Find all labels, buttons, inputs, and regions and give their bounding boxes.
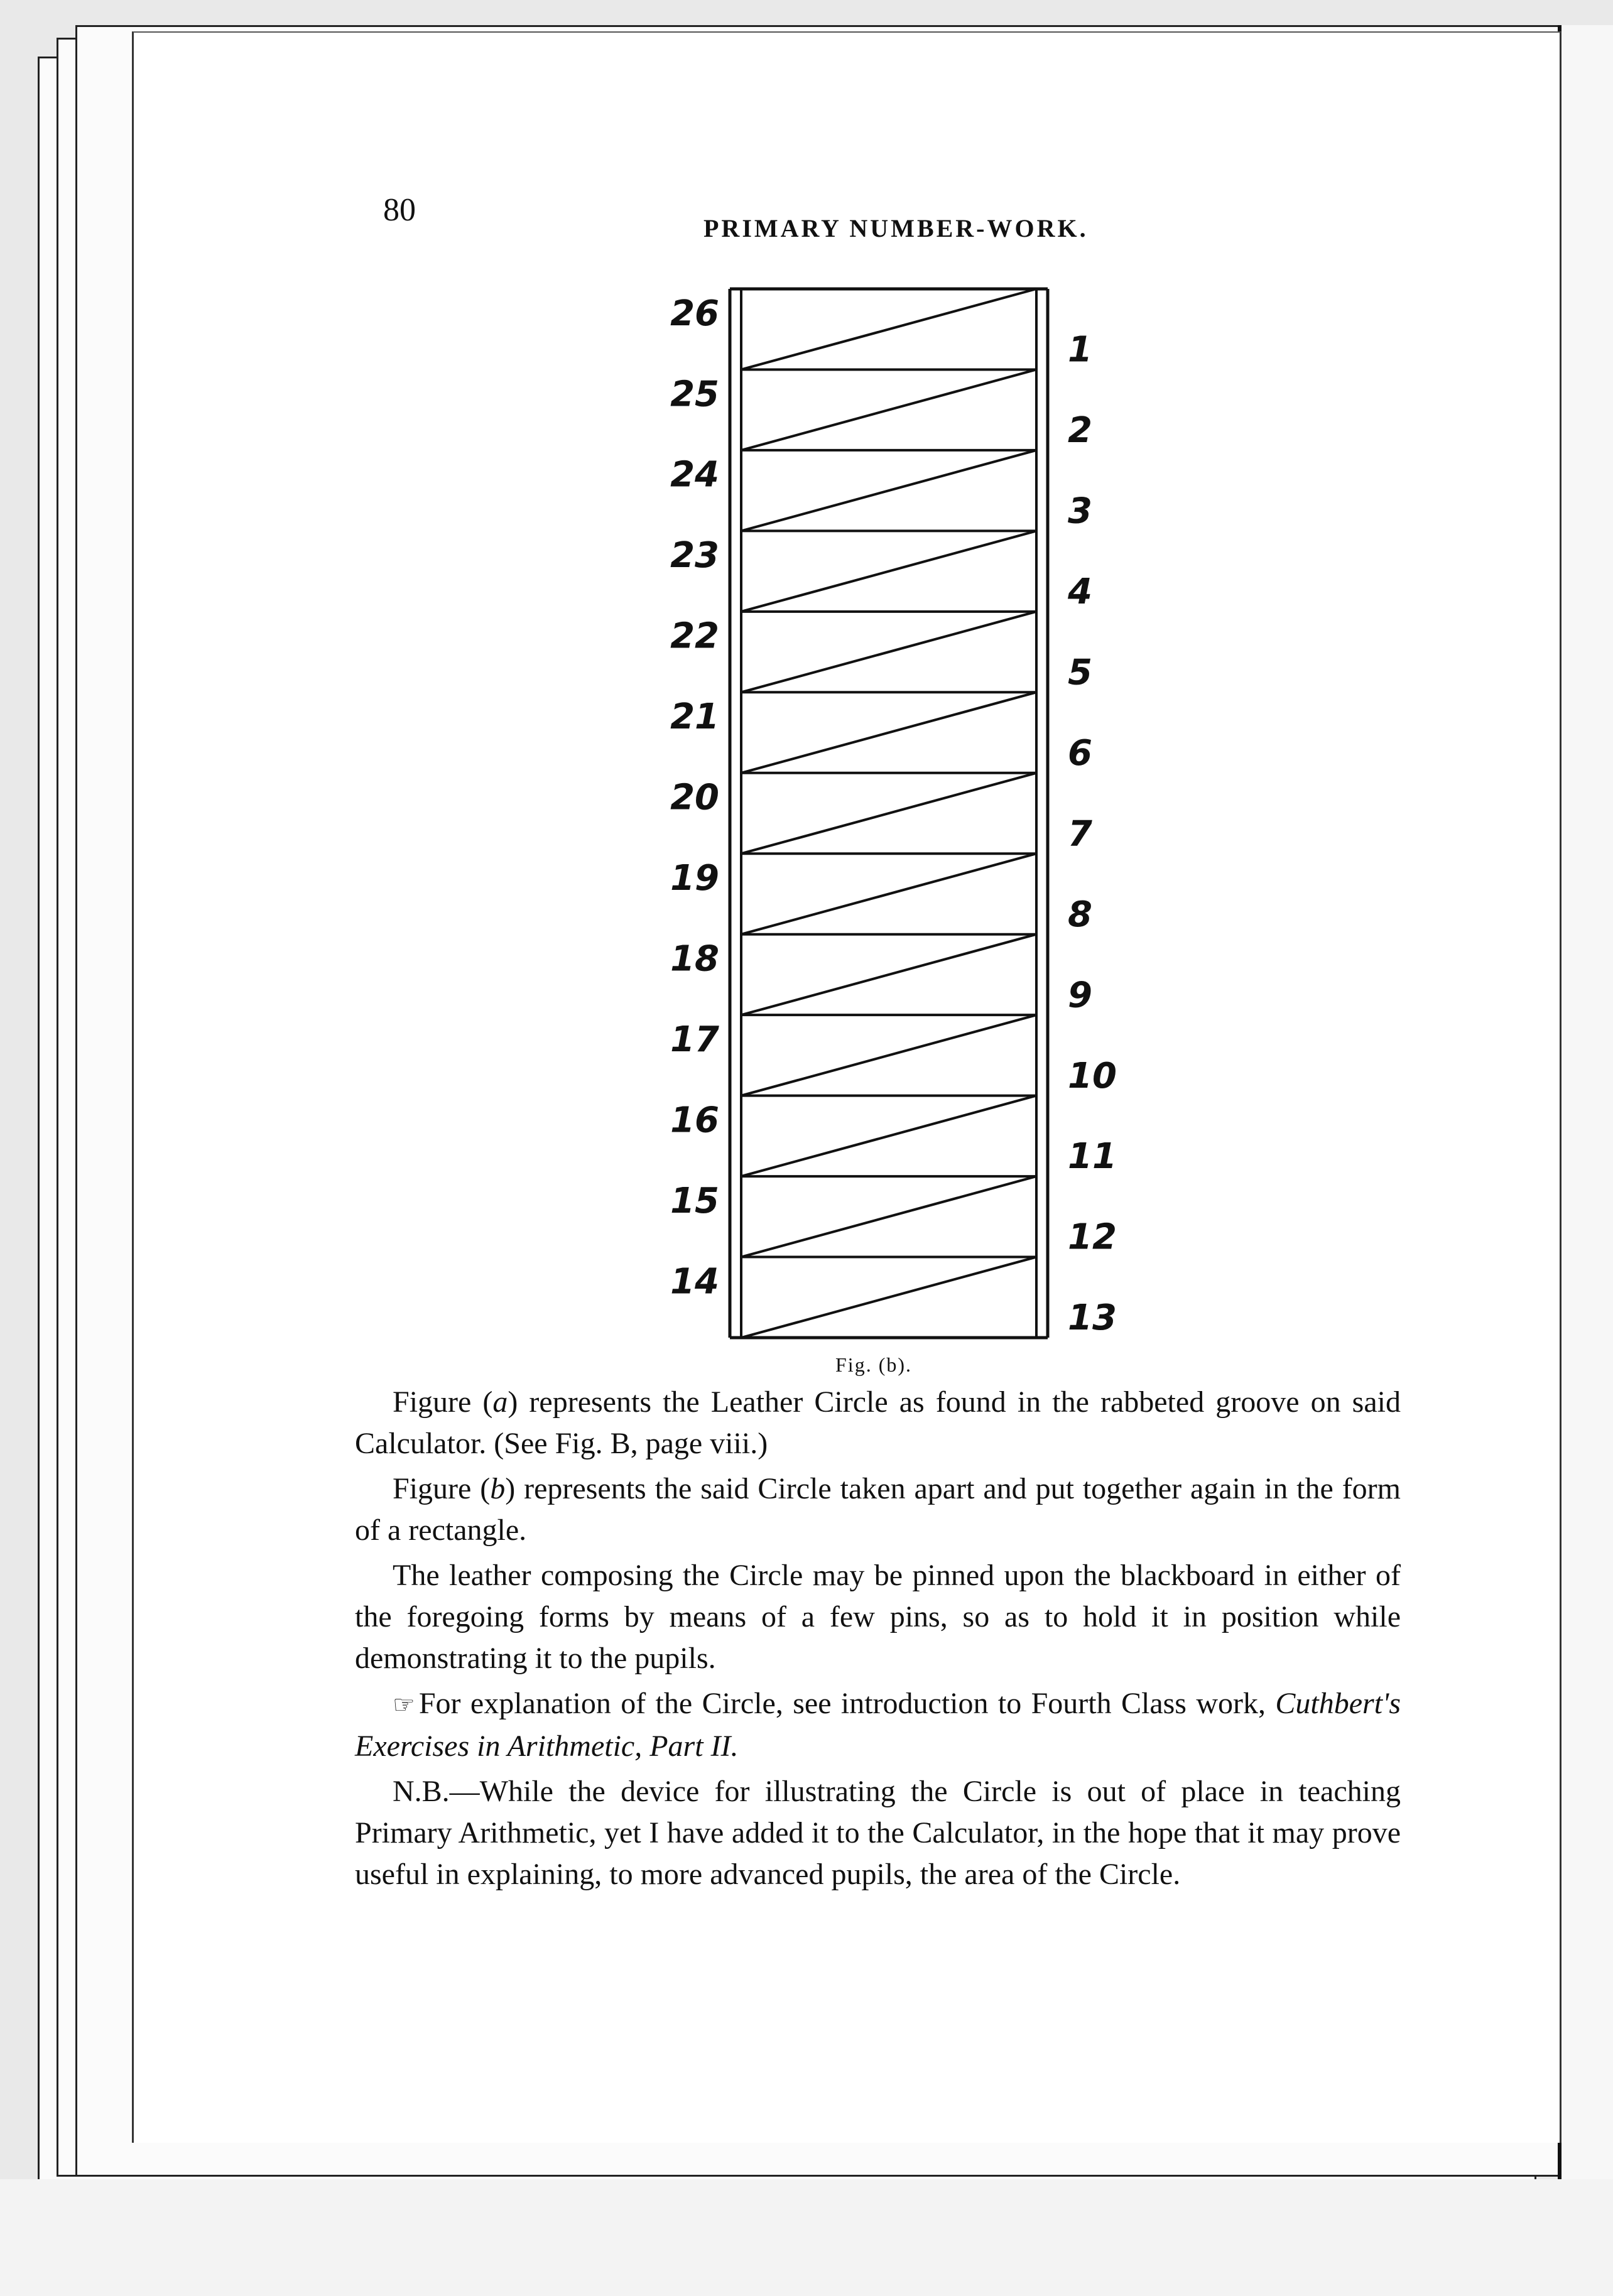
right-number-label: 3	[1068, 490, 1092, 532]
left-number-label: 23	[670, 535, 719, 577]
right-number-label: 2	[1068, 410, 1092, 452]
right-number-label: 1	[1068, 329, 1092, 371]
strip-diagonal	[741, 531, 1036, 611]
left-number-label: 20	[670, 777, 719, 818]
strip-diagonal	[741, 289, 1036, 369]
left-number-label: 18	[670, 938, 719, 980]
left-number-label: 14	[670, 1261, 719, 1302]
running-head: PRIMARY NUMBER-WORK.	[703, 214, 1089, 242]
left-number-label: 15	[670, 1180, 719, 1221]
right-number-label: 5	[1068, 652, 1092, 693]
paragraph-figure-b: Figure (b) represents the said Circle taken apart and put together again in the form of a rectangle.	[355, 1472, 1401, 1547]
left-number-label: 22	[670, 615, 719, 657]
page-number: 80	[383, 192, 416, 228]
figure-svg	[660, 276, 1137, 1356]
next-page-edge	[1558, 25, 1613, 2223]
left-number-label: 16	[670, 1100, 719, 1141]
right-number-label: 7	[1068, 813, 1092, 855]
figure-rectangle-diagram	[660, 276, 1137, 1360]
right-number-label: 9	[1068, 975, 1092, 1016]
right-number-label: 10	[1068, 1055, 1117, 1097]
paragraph-leather: The leather composing the Circle may be pinned upon the blackboard in either of the foregoing forms by means of a few pins, so as to hold it in position while demonstrating it to the pupils.	[355, 1559, 1401, 1675]
strip-diagonal	[741, 692, 1036, 772]
left-number-label: 19	[670, 858, 719, 899]
strip-diagonal	[741, 934, 1036, 1015]
scan-background	[0, 2179, 1613, 2296]
strip-diagonal	[741, 773, 1036, 853]
figure-caption: Fig. (b).	[835, 1353, 912, 1376]
right-number-label: 4	[1068, 571, 1092, 612]
right-number-label: 8	[1068, 894, 1092, 935]
paragraph-nota-bene: N.B.—While the device for illustrating the Circle is out of place in teaching Primary Arithmetic, yet I have added it to the Calculator, in the hope that it may prove useful in explaining, to more advanced pupils, the area of the Circle.	[355, 1775, 1401, 1891]
strip-diagonal	[741, 612, 1036, 692]
strip-diagonal	[741, 1257, 1036, 1338]
right-number-label: 13	[1068, 1297, 1117, 1339]
right-number-label: 11	[1068, 1136, 1117, 1178]
left-number-label: 24	[670, 454, 719, 495]
strip-diagonal	[741, 369, 1036, 450]
strip-diagonal	[741, 1015, 1036, 1095]
body-text	[355, 1382, 1401, 1899]
left-number-label: 21	[670, 696, 719, 738]
zigzag-strips	[730, 289, 1048, 1338]
left-number-label: 25	[670, 374, 719, 415]
paragraph-explanation: ☞ For explanation of the Circle, see introduction to Fourth Class work, Cuthbert's Exercises in Arithmetic, Part II.	[355, 1687, 1401, 1763]
strip-diagonal	[741, 1176, 1036, 1257]
left-number-label: 26	[670, 293, 719, 334]
strip-diagonal	[741, 450, 1036, 531]
pointing-hand-icon: ☞	[393, 1691, 415, 1719]
left-number-label: 17	[670, 1019, 719, 1060]
paragraph-figure-a: Figure (a) represents the Leather Circle as found in the rabbeted groove on said Calculator. (See Fig. B, page viii.)	[355, 1385, 1401, 1460]
right-number-label: 6	[1068, 732, 1092, 774]
right-number-label: 12	[1068, 1216, 1117, 1258]
strip-diagonal	[741, 1096, 1036, 1176]
right-number-column	[1067, 330, 1117, 1339]
strip-diagonal	[741, 853, 1036, 934]
left-number-column	[670, 293, 719, 1302]
